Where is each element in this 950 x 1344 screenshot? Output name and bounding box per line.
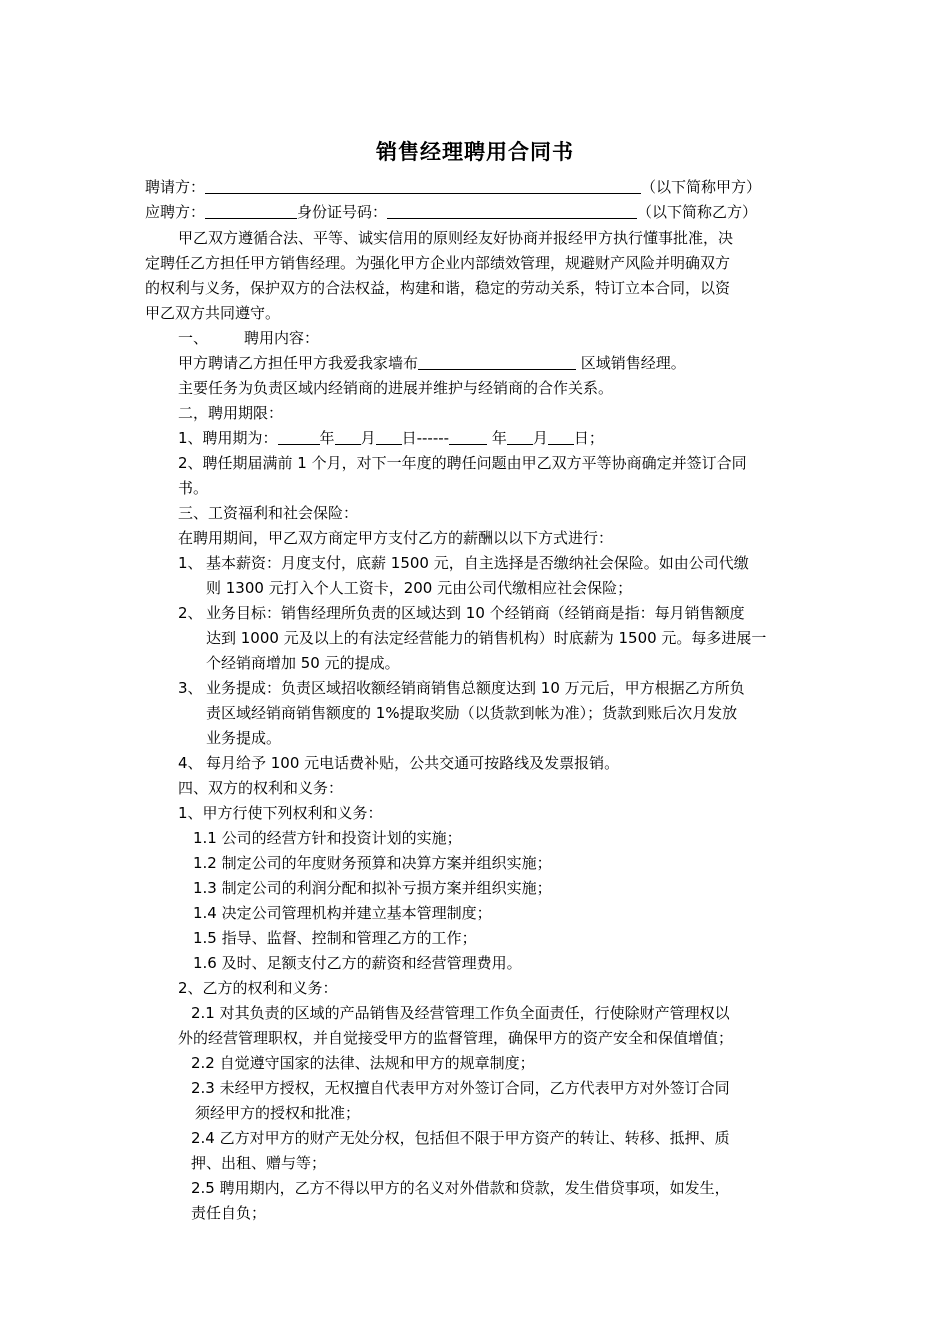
party-b-item: 2.2 自觉遵守国家的法律、法规和甲方的规章制度； [191, 1054, 535, 1072]
intro-line: 甲乙双方遵循合法、平等、诚实信用的原则经友好协商并报经甲方执行懂事批准，决 [178, 229, 734, 247]
salary-item-line: 业务目标：销售经理所负责的区域达到 10 个经销商（经销商是指：每月销售额度 [206, 604, 745, 622]
party-b-item: 须经甲方的授权和批准； [195, 1104, 361, 1122]
section3-heading: 三、工资福利和社会保险： [178, 504, 359, 522]
section1-line1-prefix: 甲方聘请乙方担任甲方我爱我家墙布 [178, 354, 419, 372]
party-b-item: 2.3 未经甲方授权，无权擅自代表甲方对外签订合同，乙方代表甲方对外签订合同 [191, 1079, 730, 1097]
intro-line: 的权利与义务，保护双方的合法权益，构建和谐，稳定的劳动关系，特订立本合同，以资 [145, 279, 731, 297]
salary-item-number: 4、 [178, 754, 203, 772]
section3-lead: 在聘用期间，甲乙双方商定甲方支付乙方的薪酬以以下方式进行： [178, 529, 614, 547]
employee-name-blank [205, 201, 297, 219]
day-label: 日； [573, 429, 604, 447]
section4-heading: 四、双方的权利和义务： [178, 779, 344, 797]
employee-label: 应聘方： [145, 203, 206, 221]
term-line [178, 426, 604, 451]
party-b-item: 2.5 聘用期内，乙方不得以甲方的名义对外借款和贷款，发生借贷事项，如发生， [191, 1179, 730, 1197]
employer-label: 聘请方： [145, 178, 206, 196]
salary-item-number: 3、 [178, 679, 203, 697]
end-year-blank [449, 427, 487, 445]
salary-item-line: 责区域经销商销售额度的 1%提取奖励（以货款到帐为准）；货款到账后次月发放 [206, 704, 738, 722]
id-label: 身份证号码： [297, 203, 388, 221]
end-day-blank [548, 427, 574, 445]
year-label: 年 [319, 429, 335, 447]
section1-line1 [178, 351, 686, 376]
salary-item-line: 业务提成。 [206, 729, 282, 747]
section1-line1-suffix: 区域销售经理。 [576, 354, 686, 372]
term-renewal-line: 2、聘任期届满前 1 个月，对下一年度的聘任问题由甲乙双方平等协商确定并签订合同 [178, 454, 747, 472]
term-label: 1、聘用期为： [178, 429, 278, 447]
section1-heading [178, 326, 319, 351]
salary-item-line: 基本薪资：月度支付，底薪 1500 元，自主选择是否缴纳社会保险。如由公司代缴 [206, 554, 749, 572]
year-label: 年 [487, 429, 507, 447]
section1-line2: 主要任务为负责区域内经销商的进展并维护与经销商的合作关系。 [178, 379, 614, 397]
document-title: 销售经理聘用合同书 [376, 140, 574, 164]
employee-line [145, 200, 757, 225]
party-b-item: 押、出租、赠与等； [191, 1154, 327, 1172]
section1-number: 一、 [178, 329, 209, 347]
employer-suffix: （以下简称甲方） [641, 178, 762, 196]
employer-line [145, 175, 761, 200]
party-a-item: 1.3 制定公司的利润分配和拟补亏损方案并组织实施； [193, 879, 552, 897]
party-a-item: 1.4 决定公司管理机构并建立基本管理制度； [193, 904, 492, 922]
employer-blank [205, 176, 641, 194]
party-a-item: 1.6 及时、足额支付乙方的薪资和经营管理费用。 [193, 954, 522, 972]
start-day-blank [376, 427, 402, 445]
month-label: 月 [360, 429, 376, 447]
salary-item-line: 每月给予 100 元电话费补贴，公共交通可按路线及发票报销。 [206, 754, 620, 772]
salary-item-line: 达到 1000 元及以上的有法定经营能力的销售机构）时底薪为 1500 元。每多进展一 [206, 629, 767, 647]
salary-item-number: 2、 [178, 604, 203, 622]
salary-item-line: 业务提成：负责区域招收额经销商销售总额度达到 10 万元后，甲方根据乙方所负 [206, 679, 745, 697]
salary-item-line: 则 1300 元打入个人工资卡，200 元由公司代缴相应社会保险； [206, 579, 633, 597]
section1-title: 聘用内容： [244, 329, 320, 347]
end-month-blank [507, 427, 533, 445]
party-b-item: 2.1 对其负责的区域的产品销售及经营管理工作负全面责任，行使除财产管理权以 [191, 1004, 730, 1022]
id-number-blank [387, 201, 637, 219]
intro-line: 定聘任乙方担任甲方销售经理。为强化甲方企业内部绩效管理，规避财产风险并明确双方 [145, 254, 731, 272]
section2-heading: 二，聘用期限： [178, 404, 284, 422]
region-blank [418, 352, 576, 370]
term-renewal-line: 书。 [178, 479, 209, 497]
salary-item-line: 个经销商增加 50 元的提成。 [206, 654, 400, 672]
party-b-item: 责任自负； [191, 1204, 267, 1222]
start-year-blank [278, 427, 320, 445]
party-b-heading: 2、乙方的权利和义务： [178, 979, 338, 997]
day-label: 日------ [401, 429, 450, 447]
salary-item-number: 1、 [178, 554, 203, 572]
party-b-item: 2.4 乙方对甲方的财产无处分权，包括但不限于甲方资产的转让、转移、抵押、质 [191, 1129, 730, 1147]
party-b-item: 外的经营管理职权，并自觉接受甲方的监督管理，确保甲方的资产安全和保值增值； [178, 1029, 734, 1047]
party-a-heading: 1、甲方行使下列权利和义务： [178, 804, 383, 822]
party-a-item: 1.2 制定公司的年度财务预算和决算方案并组织实施； [193, 854, 552, 872]
employee-suffix: （以下简称乙方） [637, 203, 758, 221]
intro-line: 甲乙双方共同遵守。 [145, 304, 281, 322]
party-a-item: 1.5 指导、监督、控制和管理乙方的工作； [193, 929, 477, 947]
month-label: 月 [532, 429, 548, 447]
party-a-item: 1.1 公司的经营方针和投资计划的实施； [193, 829, 462, 847]
start-month-blank [335, 427, 361, 445]
